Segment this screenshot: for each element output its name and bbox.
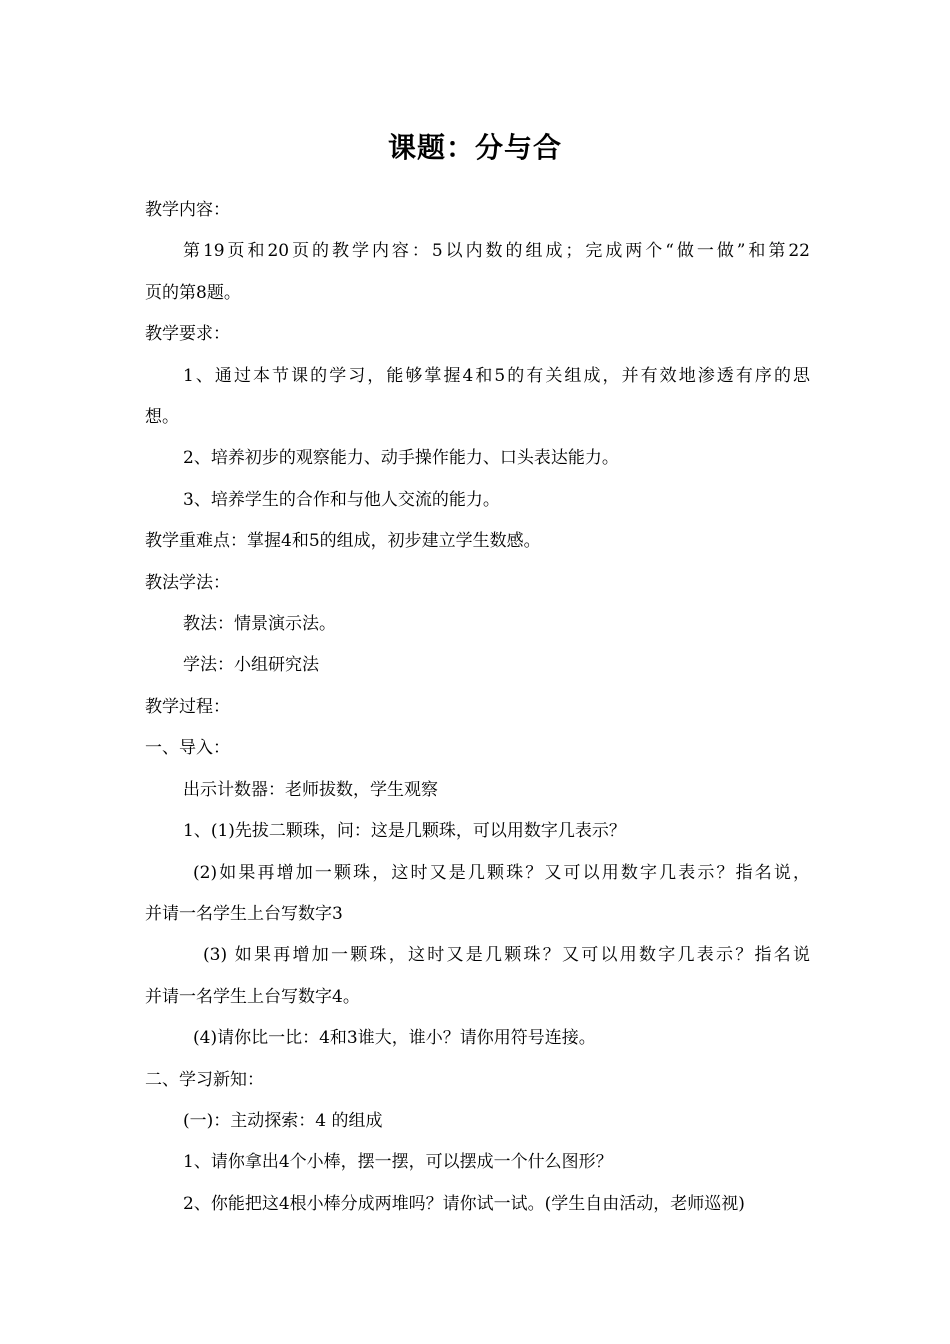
process-part-2-step-2: 2、你能把这4根小棒分成两堆吗？请你试一试。(学生自由活动，老师巡视) — [183, 1193, 745, 1214]
process-step-1-2-line1: (2)如果再增加一颗珠，这时又是几颗珠？又可以用数字几表示？指名说， — [193, 862, 810, 883]
paragraph-content-line2: 页的第8题。 — [145, 282, 241, 303]
section-heading-methods: 教法学法： — [145, 572, 230, 593]
process-step-1-1: 1、(1)先拔二颗珠，问：这是几颗珠，可以用数字几表示？ — [183, 821, 626, 842]
document-body — [145, 190, 810, 1225]
process-intro-line: 出示计数器：老师拔数，学生观察 — [183, 779, 438, 800]
section-heading-process: 教学过程： — [145, 696, 230, 717]
lesson-title: 课题：分与合 — [387, 131, 562, 164]
process-step-1-3-line2: 并请一名学生上台写数字4。 — [145, 986, 360, 1007]
section-heading-content: 教学内容： — [145, 200, 230, 220]
learning-method: 学法：小组研究法 — [183, 655, 319, 676]
key-difficulties: 教学重难点：掌握4和5的组成，初步建立学生数感。 — [145, 531, 541, 552]
paragraph-content-line1: 第19页和20页的教学内容：5以内数的组成；完成两个“做一做”和第22 — [183, 241, 810, 262]
process-part-2-step-1: 1、请你拿出4个小棒，摆一摆，可以摆成一个什么图形？ — [183, 1152, 613, 1173]
process-step-1-4: (4)请你比一比：4和3谁大，谁小？请你用符号连接。 — [193, 1028, 596, 1049]
requirement-1-line1: 1、通过本节课的学习，能够掌握4和5的有关组成，并有效地渗透有序的思 — [183, 365, 810, 386]
section-heading-requirements: 教学要求： — [145, 324, 230, 345]
teaching-method: 教法：情景演示法。 — [183, 614, 336, 635]
requirement-2: 2、培养初步的观察能力、动手操作能力、口头表达能力。 — [183, 448, 619, 469]
process-step-1-2-line2: 并请一名学生上台写数字3 — [145, 903, 343, 924]
requirement-3: 3、培养学生的合作和与他人交流的能力。 — [183, 489, 500, 510]
process-part-2-sub-1: (一)：主动探索：4 的组成 — [183, 1110, 383, 1131]
process-step-1-3-line1: (3) 如果再增加一颗珠，这时又是几颗珠？又可以用数字几表示？指名说 — [203, 945, 810, 966]
requirement-1-line2: 想。 — [145, 407, 179, 428]
process-part-1-heading: 一、导入： — [145, 738, 230, 759]
process-part-2-heading: 二、学习新知： — [145, 1069, 264, 1090]
